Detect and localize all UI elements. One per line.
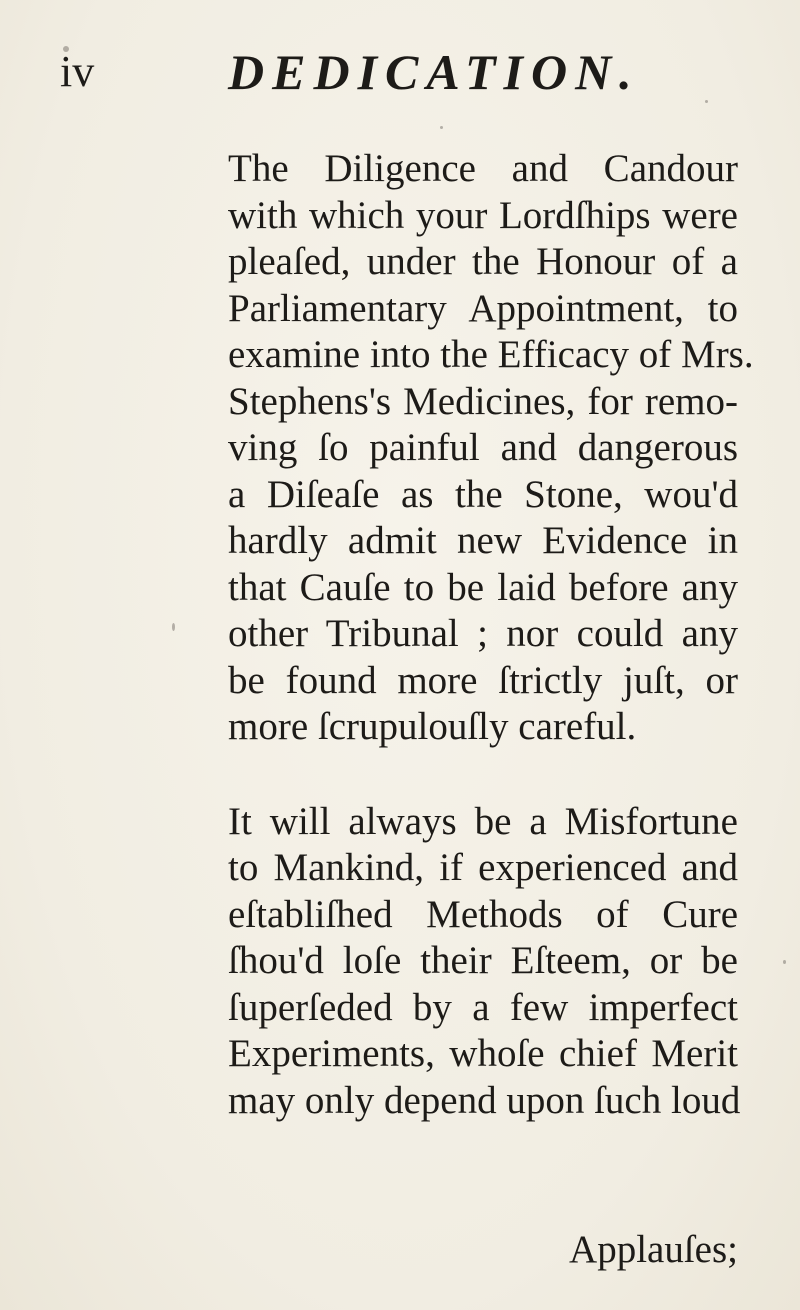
paper-speck <box>783 960 786 964</box>
text-line: other Tribunal ; nor could any <box>228 612 738 655</box>
text-line: hardly admit new Evidence in <box>228 519 738 562</box>
paper-speck <box>172 623 175 631</box>
text-line: with which your Lordſhips were <box>228 193 738 237</box>
text-line: The Diligence and Candour <box>228 147 738 190</box>
running-title: DEDICATION. <box>228 44 640 100</box>
paragraph <box>228 146 754 751</box>
page-number: iv <box>60 47 95 96</box>
catchword: Applauſes; <box>569 1228 738 1271</box>
page-header <box>0 40 800 110</box>
text-line: ſhou'd loſe their Eſteem, or be <box>228 939 738 982</box>
text-line: that Cauſe to be laid before any <box>228 565 738 609</box>
text-line: a Diſeaſe as the Stone, wou'd <box>228 472 738 516</box>
text-line: be found more ſtrictly juſt, or <box>228 658 738 702</box>
text-line: more ſcrupulouſly careful. <box>228 705 637 748</box>
text-line: Parliamentary Appointment, to <box>228 286 738 330</box>
paper-speck <box>63 46 69 52</box>
text-line: It will always be a Misfortune <box>228 799 738 843</box>
text-line: examine into the Efficacy of Mrs. <box>228 333 754 376</box>
paper-speck <box>440 126 443 129</box>
text-line: ving ſo painful and dangerous <box>228 426 738 469</box>
text-line: Experiments, whoſe chief Merit <box>228 1032 738 1075</box>
text-line: Stephens's Medicines, for remo- <box>228 379 738 423</box>
text-line: eſtabliſhed Methods of Cure <box>228 892 738 936</box>
paragraph <box>228 799 741 1125</box>
paper-speck <box>705 100 708 103</box>
text-line: may only depend upon ſuch loud <box>228 1078 741 1122</box>
text-line: pleaſed, under the Honour of a <box>228 240 738 283</box>
text-line: ſuperſeded by a few imperfect <box>228 985 738 1029</box>
text-line: to Mankind, if experienced and <box>228 846 738 889</box>
body-text <box>228 146 754 1124</box>
